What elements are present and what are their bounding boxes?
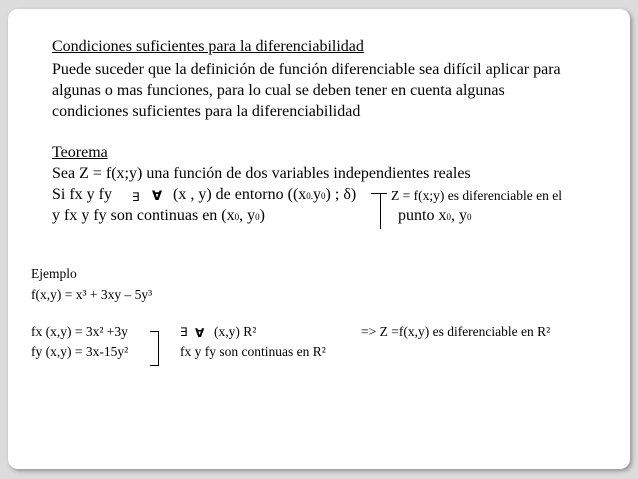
example-forall-symbol: ∀ [195, 326, 205, 340]
example-conclusion: => Z =f(x,y) es diferenciable en R² [361, 324, 551, 339]
example-bracket-tick [150, 331, 158, 332]
theorem-conclusion-1: Z = f(x;y) es diferenciable en el [391, 188, 563, 203]
slide-title: Condiciones suficientes para la diferenciabilidad [52, 38, 364, 55]
theorem-neighborhood: (x , y) de entorno ((x0.y0) ; δ) [173, 186, 357, 203]
example-fx: fx (x,y) = 3x² +3y [31, 324, 128, 339]
example-exists-symbol: ∃ [180, 325, 188, 339]
example-function: f(x,y) = x³ + 3xy – 5y³ [31, 287, 153, 302]
intro-line-3: condiciones suficientes para la diferenciabilidad [52, 103, 361, 120]
forall-symbol: ∀ [152, 189, 163, 204]
theorem-conclusion-2: punto x0, y0 [398, 207, 472, 224]
example-continuity: fx y fy son continuas en R² [180, 344, 326, 359]
theorem-bracket-tick [379, 193, 387, 194]
exists-symbol: ∃ [132, 190, 140, 204]
example-heading: Ejemplo [31, 266, 77, 281]
theorem-condition-line [52, 185, 112, 205]
example-fy: fy (x,y) = 3x-15y² [31, 344, 129, 359]
intro-line-2: algunas o mas funciones, para lo cual se deben tener en cuenta algunas [52, 82, 505, 99]
intro-line-1: Puede suceder que la definición de función diferenciable sea difícil aplicar para [52, 61, 561, 78]
theorem-continuity-line: y fx y fy son continuas en (x0, y0) [52, 207, 265, 224]
theorem-statement: Sea Z = f(x;y) una función de dos variables independientes reales [52, 165, 471, 182]
example-bracket [150, 331, 159, 366]
theorem-heading: Teorema [52, 144, 108, 161]
theorem-bracket [371, 193, 381, 229]
slide [8, 9, 630, 469]
example-domain: (x,y) R² [214, 324, 257, 339]
theorem-cond-a: Si fx y fy [52, 186, 112, 203]
